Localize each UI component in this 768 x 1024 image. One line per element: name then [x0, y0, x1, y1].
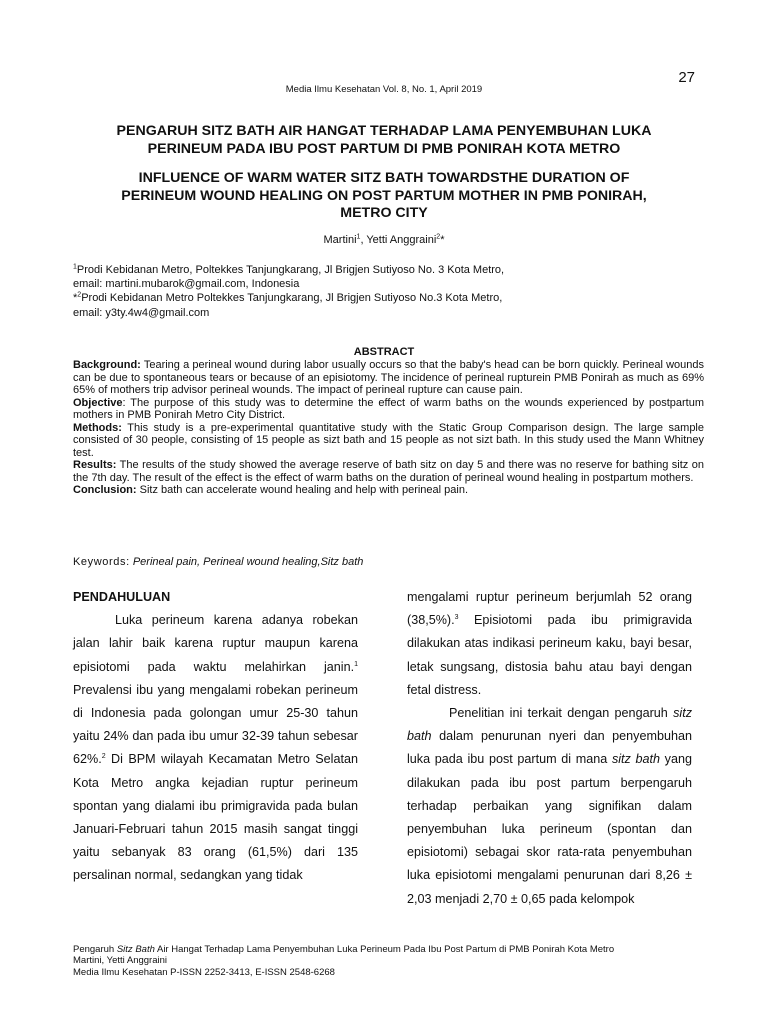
paragraph-text: Episiotomi pada ibu primigravida dilakukan atas indikasi perineum kaku, bayi besar, letak sungsang, distosia bahu atau bayi dengan fetal distress. — [407, 613, 692, 697]
paragraph-text: Prevalensi ibu yang mengalami robekan perineum di Indonesia pada golongan umur 25-30 tahun yaitu 24% dan pada ibu umur 32-39 tahun sebesar 62%. — [73, 682, 358, 767]
affiliation-2 — [73, 291, 713, 305]
footer-italic: Sitz Bath — [116, 944, 155, 955]
footer-text: Air Hangat Terhadap Lama Penyembuhan Luka Perineum Pada Ibu Post Partum di PMB Ponirah Kota Metro — [154, 944, 615, 955]
title-en-line: INFLUENCE OF WARM WATER SITZ BATH TOWARDSTHE DURATION OF — [138, 170, 630, 186]
title-indonesian — [60, 123, 708, 158]
author-name: Martini — [323, 234, 357, 246]
keywords-label: Keywords: — [73, 556, 130, 568]
author-separator: , — [360, 234, 367, 246]
paragraph-text: Luka perineum karena adanya robekan jalan lahir baik karena ruptur maupun karena episiotomi pada waktu melahirkan janin. — [73, 613, 358, 674]
page-footer — [73, 944, 614, 978]
aff-text: Prodi Kebidanan Metro, Poltekkes Tanjungkarang, Jl Brigjen Sutiyoso No. 3 Kota Metro, — [76, 264, 505, 276]
keywords — [73, 556, 363, 568]
aff-star: * — [73, 292, 78, 305]
italic-term: sitz bath — [611, 752, 661, 767]
page-number: 27 — [678, 69, 695, 86]
keywords-value: Perineal pain, Perineal wound healing,Sitz bath — [132, 556, 364, 568]
abstract-label: Objective — [73, 396, 123, 409]
journal-header: Media Ilmu Kesehatan Vol. 8, No. 1, April 2019 — [285, 84, 483, 95]
abstract-background — [73, 359, 704, 397]
abstract-conclusion — [73, 484, 704, 497]
body-column-right — [407, 586, 692, 911]
title-en-line: METRO CITY — [340, 205, 428, 221]
abstract-methods — [73, 422, 704, 460]
citation: 3 — [454, 614, 459, 622]
abstract-text: : The purpose of this study was to determine the effect of warm baths on the wounds experienced by postpartum mothers in PMB Ponirah Metro City District. — [73, 396, 704, 421]
aff-sup: 1 — [73, 263, 77, 271]
author-line — [0, 234, 768, 246]
abstract-objective — [73, 397, 704, 422]
aff-sup: 2 — [77, 291, 82, 299]
abstract-text: The results of the study showed the average reserve of bath sitz on day 5 and there was no reserve for bathing sitz on the 7th day. The result of the effect is the effect of warm baths on the duration of perineal wound healing in postpartum mothers. — [73, 459, 704, 484]
abstract-label: Methods: — [73, 421, 122, 434]
section-heading: PENDAHULUAN — [73, 590, 171, 604]
title-id-line: PENGARUH SITZ BATH AIR HANGAT TERHADAP LAMA PENYEMBUHAN LUKA — [116, 123, 652, 139]
paragraph — [73, 609, 358, 887]
abstract-heading: ABSTRACT — [353, 346, 415, 358]
abstract-text: Tearing a perineal wound during labor usually occurs so that the baby's head can be born quickly. Perineal wounds can be due to spontaneous tears or because of an episiotomy. The incidence of perineal rupturein PMB Ponirah as much as 69% 65% of mothers trip advisor perineal wounds. The impact of perineal rupture can cause pain. — [73, 359, 704, 396]
author-sup: 2 — [436, 233, 441, 241]
paragraph — [407, 702, 692, 911]
italic-term: sitz bath — [407, 706, 692, 744]
affiliation-1 — [73, 263, 713, 277]
citation: 2 — [101, 753, 106, 761]
paragraph-text: yang dilakukan pada ibu post partum berpengaruh terhadap perbaikan yang signifikan dalam penyembuhan luka perineum (spontan dan episiotomi) sebagai skor rata-rata penyembuhan luka episiotomi mengalami penurunan dari 8,26 ± 2,03 menjadi 2,70 ± 0,65 pada kelompok — [407, 752, 692, 906]
paragraph-text: mengalami ruptur perineum berjumlah 52 orang (38,5%). — [407, 590, 692, 628]
author-name: Yetti Anggraini — [366, 234, 437, 246]
abstract-label: Background: — [73, 359, 141, 371]
abstract-label: Results: — [73, 459, 117, 471]
aff-text: Prodi Kebidanan Metro Poltekkes Tanjungkarang, Jl Brigjen Sutiyoso No.3 Kota Metro, — [81, 292, 503, 305]
title-id-line: PERINEUM PADA IBU POST PARTUM DI PMB PONIRAH KOTA METRO — [147, 140, 621, 157]
footer-text: Pengaruh — [73, 944, 117, 955]
body-column-left — [73, 586, 358, 888]
corresponding-mark: * — [440, 234, 445, 246]
affiliations — [73, 263, 713, 320]
abstract-text: This study is a pre-experimental quantitative study with the Static Group Comparison design. The large sample consisted of 30 people, consisting of 15 people as sizt bath and 15 people as not sizt bath. In this study used the Mann Whitney test. — [73, 421, 704, 459]
affiliation-1-email: email: martini.mubarok@gmail.com, Indonesia — [73, 278, 300, 291]
paragraph-text: Penelitian ini terkait dengan pengaruh — [449, 706, 674, 721]
title-en-line: PERINEUM WOUND HEALING ON POST PARTUM MOTHER IN PMB PONIRAH, — [121, 187, 647, 204]
footer-issn: Media Ilmu Kesehatan P-ISSN 2252-3413, E-ISSN 2548-6268 — [73, 966, 335, 978]
footer-authors: Martini, Yetti Anggraini — [73, 955, 168, 967]
citation: 1 — [354, 660, 358, 668]
affiliation-2-email: email: y3ty.4w4@gmail.com — [73, 306, 210, 319]
abstract-body — [73, 359, 704, 497]
title-english — [60, 170, 708, 223]
paragraph-text: dalam penurunan nyeri dan penyembuhan luka pada ibu post partum di mana — [407, 729, 692, 767]
abstract-label: Conclusion: — [73, 484, 137, 496]
author-sup: 1 — [356, 233, 361, 241]
abstract-text: Sitz bath can accelerate wound healing and help with perineal pain. — [136, 484, 469, 496]
paragraph-text: Di BPM wilayah Kecamatan Metro Selatan Kota Metro angka kejadian ruptur perineum spontan yang dialami ibu primigravida pada bulan Januari-Februari tahun 2015 masih sangat tinggi yaitu sebanyak 83 orang (61,5%) dari 135 persalinan normal, sedangkan yang tidak — [73, 752, 358, 883]
abstract-results — [73, 459, 704, 484]
footer-title — [73, 944, 614, 955]
paragraph — [407, 586, 692, 702]
